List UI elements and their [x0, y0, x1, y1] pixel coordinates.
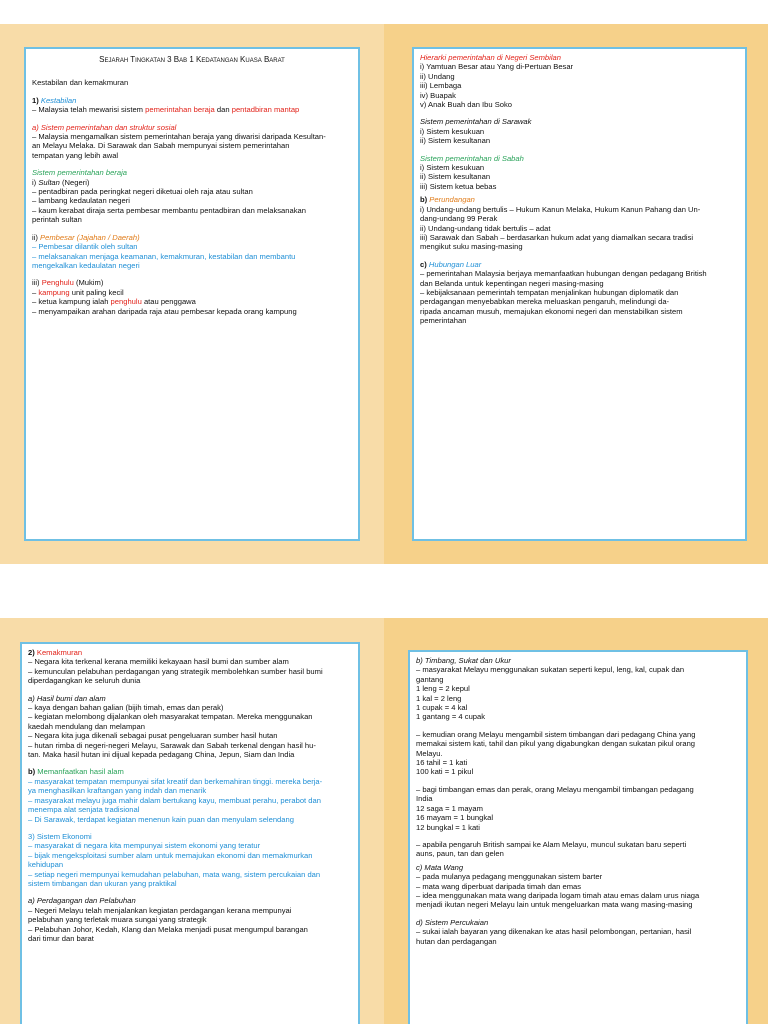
note-card-right-1 — [412, 47, 747, 541]
text-line: dang-undang 99 Perak — [420, 214, 498, 224]
text-line: tan. Maka hasil hutan ini dijual kepada pedagang China, Jepun, Siam dan India — [28, 750, 295, 760]
text-line: – lambang kedaulatan negeri — [32, 196, 130, 206]
measure-line: 1 cupak = 4 kal — [416, 703, 468, 713]
text-line: hutan dan perdagangan — [416, 936, 497, 946]
text-line: diperdagangkan ke seluruh dunia — [28, 676, 141, 686]
text-line: auns, paun, tan dan gelen — [416, 849, 504, 859]
text-line: ripada ancaman musuh, memajukan ekonomi negeri dan menstabilkan sistem — [420, 306, 683, 316]
document-title: Sejarah Tingkatan 3 Bab 1 Kedatangan Kuasa Barat — [99, 55, 285, 64]
text-line: – masyarakat Melayu menggunakan sukatan seperti kepul, leng, kal, cupak dan — [416, 665, 685, 675]
list-item-heading: ii) Pembesar (Jajahan / Daerah) — [32, 232, 140, 242]
text-line: pemerintahan — [420, 316, 467, 326]
text-line: – Negara kita terkenal kerana memiliki kekayaan hasil bumi dan sumber alam — [28, 657, 289, 667]
text-line: sistem timbangan dan ukuran yang praktikal — [28, 878, 177, 888]
text-line: – ketua kampung ialah penghulu atau penggawa — [32, 297, 196, 307]
text-line: – kebijaksanaan pemerintah tempatan menjalinkan hubungan diplomatik dan — [420, 287, 679, 297]
list-item: iii) Sistem ketua bebas — [420, 181, 497, 191]
text-line: – masyarakat tempatan mempunyai sifat kreatif dan berkemahiran tinggi. mereka berja- — [28, 776, 323, 786]
list-item: iv) Buapak — [420, 90, 456, 100]
text-line: – bijak mengeksploitasi sumber alam untuk memajukan ekonomi dan memakmurkan — [28, 850, 313, 860]
measure-line: 1 kal = 2 leng — [416, 693, 462, 703]
text-line: dan Belanda untuk kepentingan negeri masing-masing — [420, 278, 604, 288]
text-line: – kemudian orang Melayu mengambil sistem timbangan dari pedagang China yang — [416, 729, 696, 739]
text-line: – pentadbiran pada peringkat negeri diketuai oleh raja atau sultan — [32, 187, 253, 197]
list-item: ii) Sistem kesultanan — [420, 136, 491, 146]
measure-line: 12 saga = 1 mayam — [416, 803, 483, 813]
text-line: – Di Sarawak, terdapat kegiatan menenun kain puan dan menyulam selendang — [28, 814, 294, 824]
text-line: memakai sistem kati, tahil dan pikul yang digabungkan dengan sukatan pikul orang — [416, 739, 696, 749]
text-line: kehidupan — [28, 860, 64, 870]
section-heading: a) Hasil bumi dan alam — [28, 693, 106, 703]
section-heading: c) Hubungan Luar — [420, 259, 482, 269]
note-card-left-1 — [24, 47, 360, 541]
measure-line: 12 bungkal = 1 kati — [416, 822, 480, 832]
text-line: – setiap negeri mempunyai kemudahan pelabuhan, mata wang, sistem percukaian dan — [28, 869, 321, 879]
text-line: – kemunculan pelabuhan perdagangan yang strategik membolehkan sumber hasil bumi — [28, 666, 323, 676]
text-line: – kampung unit paling kecil — [32, 287, 124, 297]
list-item: ii) Sistem kesultanan — [420, 172, 491, 182]
text-line: – pada mulanya pedagang menggunakan sistem barter — [416, 872, 603, 882]
text-line: pelabuhan yang terletak muara sungai yang strategik — [28, 915, 207, 925]
text-line: – melaksanakan menjaga keamanan, kemakmuran, kestabilan dan membantu — [32, 251, 296, 261]
text-line: mengekalkan kedaulatan negeri — [32, 260, 140, 270]
text-line: – sukai ialah bayaran yang dikenakan ke atas hasil pelombongan, pertanian, hasil — [416, 927, 692, 937]
text-line: – menyampaikan arahan daripada raja atau pembesar kepada orang kampung — [32, 306, 297, 316]
text-line: gantang — [416, 674, 444, 684]
list-item: v) Anak Buah dan Ibu Soko — [420, 100, 513, 110]
section-heading: c) Mata Wang — [416, 862, 464, 872]
section-heading: a) Perdagangan dan Pelabuhan — [28, 896, 136, 906]
text-line: – mata wang diperbuat daripada timah dan emas — [416, 881, 582, 891]
measure-line: 16 mayam = 1 bungkal — [416, 813, 494, 823]
list-item: i) Sistem kesukuan — [420, 126, 485, 136]
text-line: perintah sultan — [32, 215, 82, 225]
intro-text: Kestabilan dan kemakmuran — [32, 78, 129, 88]
section-heading: b) Memanfaatkan hasil alam — [28, 767, 124, 777]
text-line: – hutan rimba di negeri-negeri Melayu, Sarawak dan Sabah terkenal dengan hasil hu- — [28, 740, 316, 750]
text-line: – Negeri Melayu telah menjalankan kegiatan perdagangan kerana mempunyai — [28, 905, 292, 915]
text-line: menjadi ikutan negeri Melayu lain untuk mengeluarkan mata wang masing-masing — [416, 900, 693, 910]
text-line: kaedah mendulang dan melampan — [28, 721, 145, 731]
text-line: – Negara kita juga dikenali sebagai pusat pengeluaran sumber hasil hutan — [28, 731, 278, 741]
measure-line: 1 leng = 2 kepul — [416, 684, 470, 694]
text-line: – Malaysia telah mewarisi sistem pemerintahan beraja dan pentadbiran mantap — [32, 105, 300, 115]
text-line: – idea menggunakan mata wang daripada logam timah atau emas dalam urus niaga — [416, 890, 700, 900]
section-heading: b) Perundangan — [420, 195, 475, 205]
text-line: perdagangan menyebabkan mereka meluaskan pengaruh, melindungi da- — [420, 297, 670, 307]
text-line: – bagi timbangan emas dan perak, orang Melayu mengambil timbangan pedagang — [416, 784, 694, 794]
text-line: – kaya dengan bahan galian (bijih timah, emas dan perak) — [28, 703, 224, 713]
list-item: i) Sistem kesukuan — [420, 163, 485, 173]
text-line: an Melayu Melaka. Di Sarawak dan Sabah mempunyai sistem pemerintahan — [32, 141, 290, 151]
text-line: – pemerintahan Malaysia berjaya memanfaatkan hubungan dengan pedagang British — [420, 269, 707, 279]
section-heading: Sistem pemerintahan di Sabah — [420, 153, 524, 163]
text-line: – kaum kerabat diraja serta pembesar membantu pentadbiran dan melaksanakan — [32, 205, 306, 215]
text-line: – Pelabuhan Johor, Kedah, Klang dan Melaka menjadi pusat mengumpul barangan — [28, 924, 308, 934]
text-line: – Malaysia mengamalkan sistem pemerintahan beraja yang diwarisi daripada Kesultan- — [32, 132, 326, 142]
text-line: – masyarakat melayu juga mahir dalam bertukang kayu, membuat perahu, perabot dan — [28, 795, 321, 805]
text-line: mengikut suku masing-masing — [420, 242, 523, 252]
text-line: iii) Sarawak dan Sabah – berdasarkan hukum adat yang diamalkan secara tradisi — [420, 232, 694, 242]
note-card-right-2 — [408, 650, 748, 1024]
text-line: ya menghasilkan kraftangan yang indah dan menarik — [28, 786, 207, 796]
text-line: – apabila pengaruh British sampai ke Alam Melayu, muncul sukatan baru seperti — [416, 839, 687, 849]
section-heading: a) Sistem pemerintahan dan struktur sosial — [32, 122, 177, 132]
text-line: tempatan yang lebih awal — [32, 150, 119, 160]
text-line: dari timur dan barat — [28, 933, 94, 943]
list-item-heading: i) Sultan (Negeri) — [32, 177, 90, 187]
note-card-left-2 — [20, 642, 360, 1024]
section-kestabilan: 1) Kestabilan — [32, 95, 77, 105]
text-line: menempa alat senjata tradisional — [28, 805, 140, 815]
text-line: i) Undang-undang bertulis – Hukum Kanun Melaka, Hukum Kanun Pahang dan Un- — [420, 204, 701, 214]
text-line: Melayu. — [416, 748, 443, 758]
text-line: India — [416, 794, 433, 804]
section-heading: Sistem pemerintahan di Sarawak — [420, 117, 532, 127]
text-line: – kegiatan melombong dijalankan oleh masyarakat tempatan. Mereka menggunakan — [28, 712, 313, 722]
text-line: – Pembesar dilantik oleh sultan — [32, 242, 138, 252]
section-heading: d) Sistem Percukaian — [416, 917, 489, 927]
section-heading: Sistem pemerintahan beraja — [32, 168, 127, 178]
section-heading: 2) Kemakmuran — [28, 648, 83, 657]
measure-line: 16 tahil = 1 kati — [416, 758, 468, 768]
measure-line: 1 gantang = 4 cupak — [416, 712, 486, 722]
section-heading: Hierarki pemerintahan di Negeri Sembilan — [420, 53, 561, 62]
section-heading: 3) Sistem Ekonomi — [28, 831, 92, 841]
list-item: iii) Lembaga — [420, 81, 462, 91]
list-item: ii) Undang — [420, 71, 455, 81]
list-item-heading: iii) Penghulu (Mukim) — [32, 278, 104, 288]
text-line: – masyarakat di negara kita mempunyai sistem ekonomi yang teratur — [28, 841, 261, 851]
measure-line: 100 kati = 1 pikul — [416, 767, 474, 777]
text-line: ii) Undang-undang tidak bertulis – adat — [420, 223, 551, 233]
section-heading: b) Timbang, Sukat dan Ukur — [416, 656, 511, 665]
list-item: i) Yamtuan Besar atau Yang di-Pertuan Besar — [420, 62, 574, 72]
